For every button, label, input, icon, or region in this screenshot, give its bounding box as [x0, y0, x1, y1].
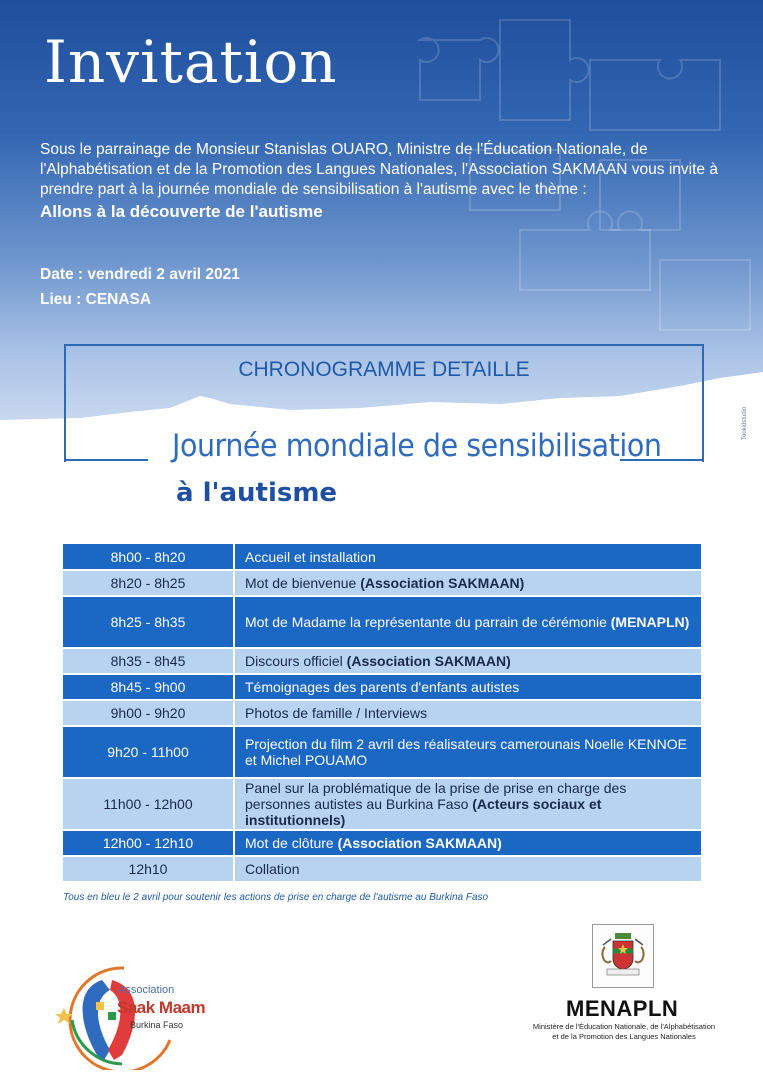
activity-text: Photos de famille / Interviews	[245, 705, 428, 721]
frame-divider-left	[64, 459, 148, 461]
activity-text: Discours officiel	[245, 653, 347, 669]
schedule-row	[63, 648, 702, 674]
assoc-name: Saak Maam	[117, 998, 206, 1017]
puzzle-piece-yellow	[96, 1002, 104, 1010]
schedule-time: 8h20 - 8h25	[63, 570, 234, 596]
schedule-time: 9h00 - 9h20	[63, 700, 234, 726]
footnote: Tous en bleu le 2 avril pour soutenir les actions de prise en charge de l'autisme au Burkina Faso	[63, 892, 489, 903]
theme-title: Allons à la découverte de l'autisme	[40, 202, 323, 221]
activity-text: Panel sur la problématique de la prise de prise en charge des personnes autistes au Burkina Faso	[245, 780, 627, 812]
ministry-acronym: MENAPLN	[566, 996, 679, 1021]
schedule-row	[63, 674, 702, 700]
activity-text: Mot de clôture	[245, 835, 338, 851]
schedule-time: 9h20 - 11h00	[63, 726, 234, 778]
event-location: Lieu : CENASA	[40, 291, 152, 308]
activity-speaker: (Association SAKMAAN)	[346, 653, 511, 669]
schedule-activity	[234, 570, 702, 596]
intro-paragraph: Sous le parrainage de Monsieur Stanislas OUARO, Ministre de l'Éducation Nationale, de l'Alphabétisation et de la Promotion des Langues Nationales, l'Association SAKMAAN vous invite à prendre part à la journée mondiale de sensibilisation à l'autisme avec le thème :	[40, 141, 718, 198]
schedule-time: 12h00 - 12h10	[63, 830, 234, 856]
schedule-activity	[234, 856, 702, 882]
schedule-activity	[234, 700, 702, 726]
schedule-time: 8h45 - 9h00	[63, 674, 234, 700]
event-title-line2: à l'autisme	[176, 478, 338, 508]
invitation-title: Invitation	[44, 28, 338, 96]
schedule-activity	[234, 726, 702, 778]
event-meta	[40, 262, 240, 312]
activity-text: Collation	[245, 861, 300, 877]
activity-speaker: (Association SAKMAAN)	[360, 575, 525, 591]
schedule-row	[63, 830, 702, 856]
schedule-row	[63, 544, 702, 570]
schedule-activity	[234, 544, 702, 570]
event-date: Date : vendredi 2 avril 2021	[40, 266, 240, 283]
schedule-activity	[234, 596, 702, 648]
schedule-row	[63, 778, 702, 830]
schedule-table	[63, 544, 703, 883]
schedule-activity	[234, 674, 702, 700]
schedule-row	[63, 856, 702, 882]
activity-text: Accueil et installation	[245, 548, 376, 565]
schedule-time: 12h10	[63, 856, 234, 882]
schedule-time: 11h00 - 12h00	[63, 778, 234, 830]
assoc-country: Burkina Faso	[130, 1020, 184, 1030]
event-title-line1: Journée mondiale de sensibilisation	[172, 428, 662, 464]
activity-text: Mot de bienvenue	[245, 575, 361, 591]
program-heading: CHRONOGRAMME DETAILLE	[238, 358, 530, 381]
schedule-row	[63, 726, 702, 778]
activity-text: Mot de Madame la représentante du parrain de cérémonie	[245, 614, 611, 630]
ministry-full-name: Ministère de l'Éducation Nationale, de l'Alphabétisation et de la Promotion des Langues Nationales	[532, 1022, 716, 1041]
schedule-activity	[234, 778, 702, 830]
assoc-label: Association	[118, 984, 175, 996]
puzzle-piece-green	[108, 1012, 116, 1020]
intro-text	[40, 140, 730, 222]
schedule-time: 8h00 - 8h20	[63, 544, 234, 570]
schedule-activity	[234, 830, 702, 856]
designer-credit: Tookidstudio	[742, 406, 748, 440]
coat-of-arms-emblem	[592, 924, 654, 988]
activity-speaker: (Association SAKMAAN)	[337, 835, 502, 851]
schedule-time: 8h35 - 8h45	[63, 648, 234, 674]
activity-text: Projection du film 2 avril des réalisateurs camerounais Noelle KENNOE et Michel POUAMO	[245, 736, 687, 768]
activity-speaker: (Acteurs sociaux et institutionnels)	[245, 796, 602, 828]
schedule-time: 8h25 - 8h35	[63, 596, 234, 648]
activity-text: Témoignages des parents d'enfants autistes	[245, 679, 520, 695]
schedule-row	[63, 570, 702, 596]
schedule-row	[63, 596, 702, 648]
schedule-row	[63, 700, 702, 726]
coat-of-arms-icon	[593, 925, 653, 987]
activity-speaker: (MENAPLN)	[610, 614, 690, 630]
schedule-activity	[234, 648, 702, 674]
